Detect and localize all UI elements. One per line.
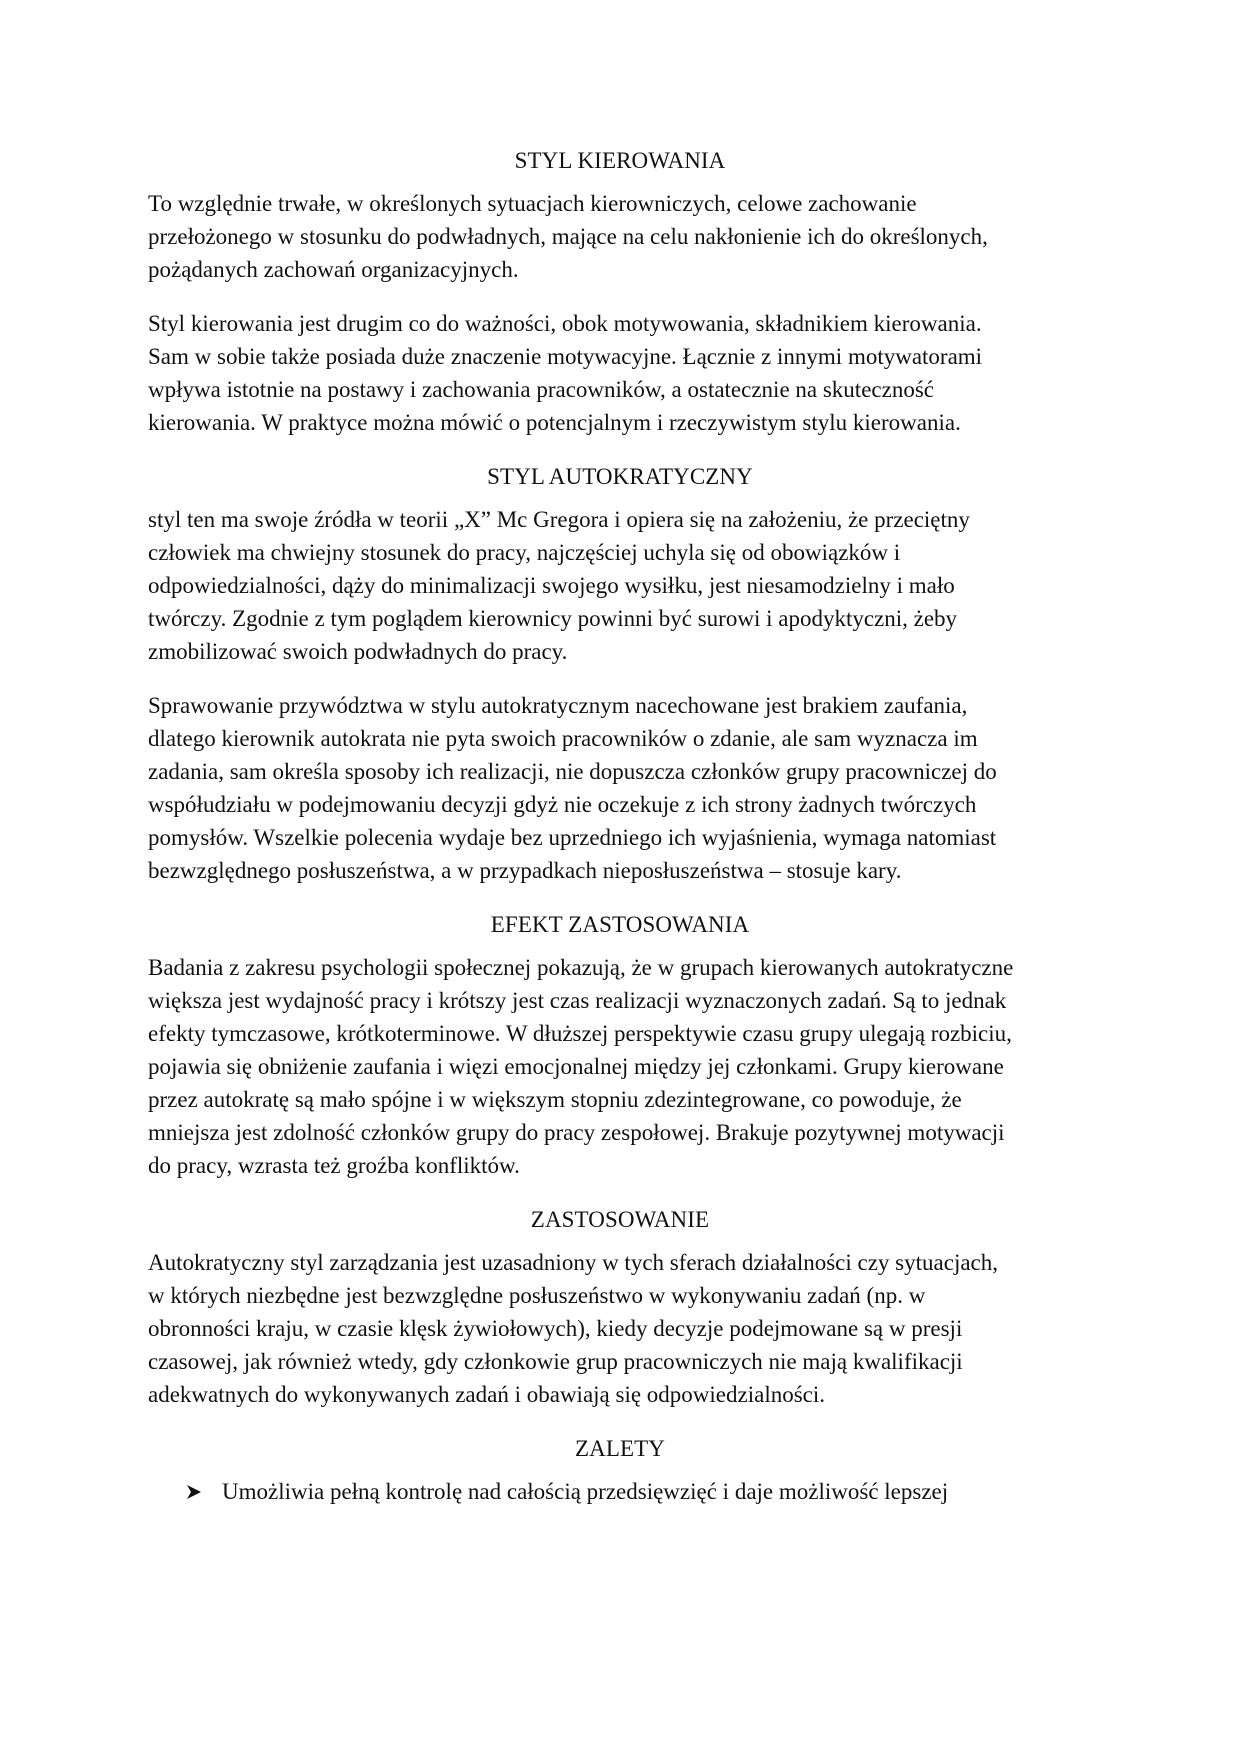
- section-styl-kierowania: [148, 144, 1092, 439]
- text-line: zmobilizować swoich podwładnych do pracy.: [148, 639, 568, 664]
- section-heading: ZALETY: [574, 1436, 666, 1461]
- section-heading: ZASTOSOWANIE: [530, 1207, 710, 1232]
- paragraph: [148, 1246, 1092, 1411]
- list-item-text: Umożliwia pełną kontrolę nad całością przedsięwzięć i daje możliwość lepszej: [222, 1479, 949, 1504]
- text-line: wpływa istotnie na postawy i zachowania pracowników, a ostatecznie na skuteczność: [148, 377, 934, 402]
- text-line: pożądanych zachowań organizacyjnych.: [148, 257, 519, 282]
- section-efekt-zastosowania: [148, 908, 1092, 1182]
- text-line: odpowiedzialności, dąży do minimalizacji swojego wysiłku, jest niesamodzielny i mało: [148, 573, 955, 598]
- text-line: większa jest wydajność pracy i krótszy jest czas realizacji wyznaczonych zadań. Są to jednak: [148, 988, 1007, 1013]
- text-line: dlatego kierownik autokrata nie pyta swoich pracowników o zdanie, ale sam wyznacza im: [148, 726, 978, 751]
- section-zalety: [148, 1432, 1092, 1508]
- text-line: Sam w sobie także posiada duże znaczenie motywacyjne. Łącznie z innymi motywatorami: [148, 344, 983, 369]
- text-line: człowiek ma chwiejny stosunek do pracy, najczęściej uchyla się od obowiązków i: [148, 540, 901, 565]
- section-heading: EFEKT ZASTOSOWANIA: [490, 912, 750, 937]
- section-zastosowanie: [148, 1203, 1092, 1411]
- text-line: współudziału w podejmowaniu decyzji gdyż nie oczekuje z ich strony żadnych twórczych: [148, 792, 977, 817]
- paragraph: [148, 307, 1092, 439]
- text-line: Autokratyczny styl zarządzania jest uzasadniony w tych sferach działalności czy sytuacjach,: [148, 1250, 999, 1275]
- text-line: mniejsza jest zdolność członków grupy do pracy zespołowej. Brakuje pozytywnej motywacji: [148, 1120, 1005, 1145]
- text-line: przez autokratę są mało spójne i w większym stopniu zdezintegrowane, co powoduje, że: [148, 1087, 962, 1112]
- text-line: efekty tymczasowe, krótkoterminowe. W dłuższej perspektywie czasu grupy ulegają rozbiciu,: [148, 1021, 1012, 1046]
- text-line: czasowej, jak również wtedy, gdy członkowie grup pracowniczych nie mają kwalifikacji: [148, 1349, 963, 1374]
- text-line: To względnie trwałe, w określonych sytuacjach kierowniczych, celowe zachowanie: [148, 191, 917, 216]
- text-line: styl ten ma swoje źródła w teorii „X” Mc Gregora i opiera się na założeniu, że przeciętny: [148, 507, 970, 532]
- text-line: kierowania. W praktyce można mówić o potencjalnym i rzeczywistym stylu kierowania.: [148, 410, 961, 435]
- text-line: pomysłów. Wszelkie polecenia wydaje bez uprzedniego ich wyjaśnienia, wymaga natomiast: [148, 825, 997, 850]
- text-line: Styl kierowania jest drugim co do ważności, obok motywowania, składnikiem kierowania.: [148, 311, 982, 336]
- paragraph: [148, 503, 1092, 668]
- paragraph: [148, 689, 1092, 887]
- bullet-list: [148, 1475, 1092, 1508]
- text-line: do pracy, wzrasta też groźba konfliktów.: [148, 1153, 520, 1178]
- arrowhead-bullet-icon: [186, 1475, 206, 1500]
- section-heading: STYL AUTOKRATYCZNY: [487, 464, 753, 489]
- text-line: adekwatnych do wykonywanych zadań i obawiają się odpowiedzialności.: [148, 1382, 826, 1407]
- text-line: w których niezbędne jest bezwzględne posłuszeństwo w wykonywaniu zadań (np. w: [148, 1283, 926, 1308]
- document-body: [148, 144, 1092, 1508]
- text-line: Badania z zakresu psychologii społecznej pokazują, że w grupach kierowanych autokratyczne: [148, 955, 1014, 980]
- paragraph: [148, 187, 1092, 286]
- text-line: twórczy. Zgodnie z tym poglądem kierownicy powinni być surowi i apodyktyczni, żeby: [148, 606, 958, 631]
- text-line: pojawia się obniżenie zaufania i więzi emocjonalnej między jej członkami. Grupy kierowane: [148, 1054, 1004, 1079]
- text-line: bezwzględnego posłuszeństwa, a w przypadkach nieposłuszeństwa – stosuje kary.: [148, 858, 902, 883]
- text-line: obronności kraju, w czasie klęsk żywiołowych), kiedy decyzje podejmowane są w presji: [148, 1316, 963, 1341]
- section-heading: STYL KIEROWANIA: [514, 148, 726, 173]
- list-item: [148, 1475, 1092, 1508]
- paragraph: [148, 951, 1092, 1182]
- text-line: przełożonego w stosunku do podwładnych, mające na celu nakłonienie ich do określonych,: [148, 224, 988, 249]
- section-styl-autokratyczny: [148, 460, 1092, 887]
- text-line: zadania, sam określa sposoby ich realizacji, nie dopuszcza członków grupy pracowniczej do: [148, 759, 997, 784]
- text-line: Sprawowanie przywództwa w stylu autokratycznym nacechowane jest brakiem zaufania,: [148, 693, 968, 718]
